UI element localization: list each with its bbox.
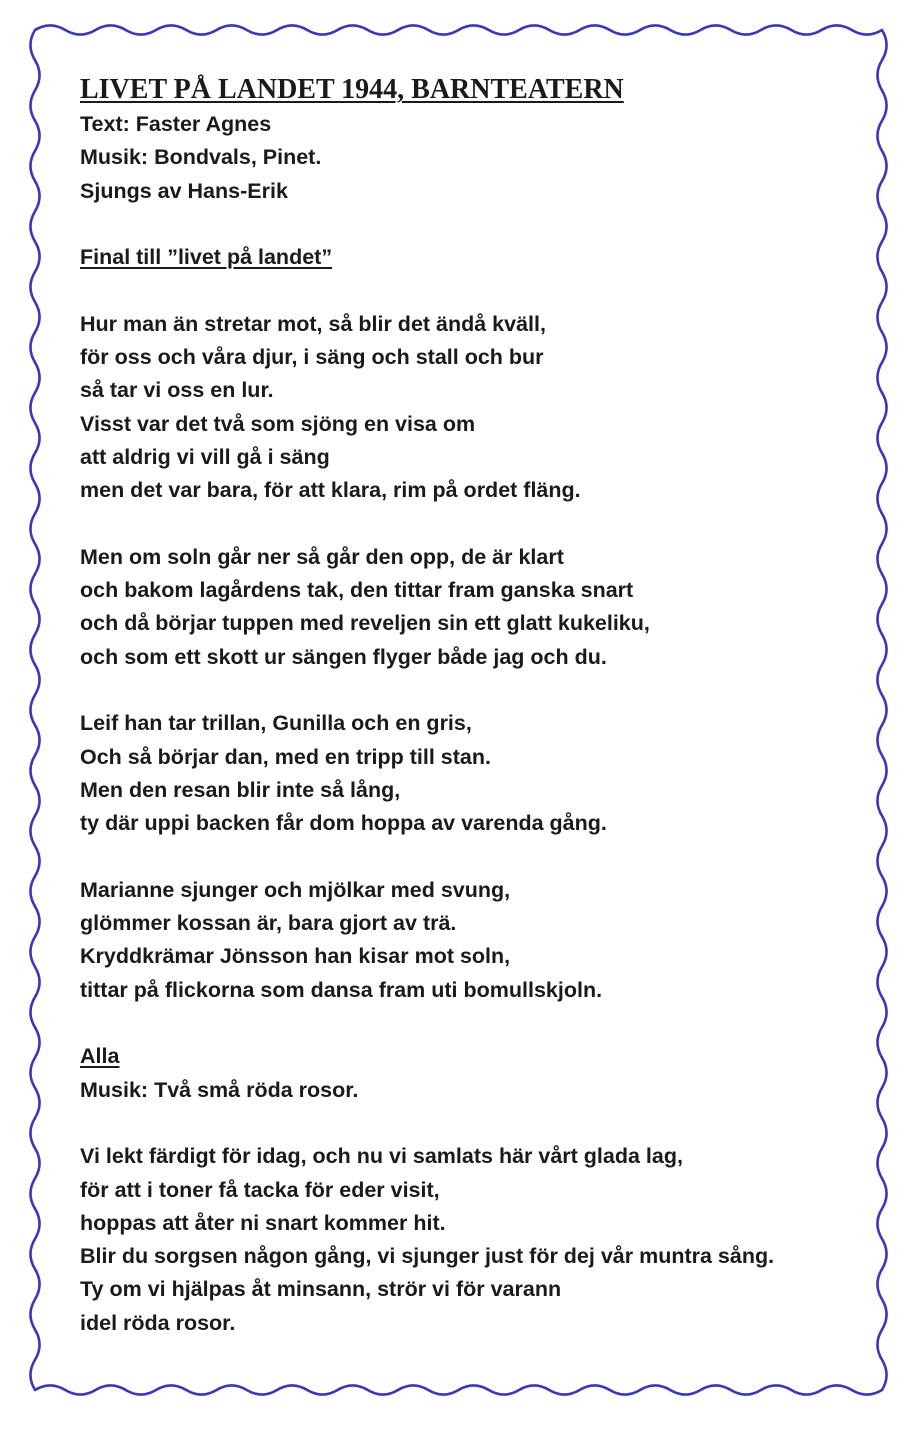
- verse4-line: tittar på flickorna som dansa fram uti bomullskjoln.: [80, 977, 603, 1002]
- credit-singer: Sjungs av Hans-Erik: [80, 178, 288, 203]
- verse3-line: Leif han tar trillan, Gunilla och en gris,: [80, 711, 472, 736]
- verse5-line: Vi lekt färdigt för idag, och nu vi samlats här vårt glada lag,: [80, 1144, 683, 1169]
- verse2-line: Men om soln går ner så går den opp, de är klart: [80, 544, 564, 569]
- verse2-line: och som ett skott ur sängen flyger både jag och du.: [80, 644, 607, 669]
- section-heading-alla-text: Alla: [80, 1044, 120, 1069]
- section-music-credit: Musik: Två små röda rosor.: [80, 1077, 359, 1102]
- verse5-line: för att i toner få tacka för eder visit,: [80, 1177, 440, 1202]
- verse4-line: Marianne sjunger och mjölkar med svung,: [80, 877, 511, 902]
- verse3-line: ty där uppi backen får dom hoppa av varenda gång.: [80, 811, 607, 836]
- credit-music: Musik: Bondvals, Pinet.: [80, 145, 322, 170]
- verse2-line: och bakom lagårdens tak, den tittar fram ganska snart: [80, 578, 634, 603]
- lyrics-page: [80, 72, 870, 1340]
- verse5-line: hoppas att åter ni snart kommer hit.: [80, 1210, 446, 1235]
- verse5-line: Blir du sorgsen någon gång, vi sjunger just för dej vår muntra sång.: [80, 1244, 775, 1269]
- verse1-line: så tar vi oss en lur.: [80, 378, 274, 403]
- page-title: LIVET PÅ LANDET 1944, BARNTEATERN: [80, 74, 624, 105]
- verse1-line: att aldrig vi vill gå i säng: [80, 444, 330, 469]
- verse4-line: Kryddkrämar Jönsson han kisar mot soln,: [80, 944, 511, 969]
- verse5-line: idel röda rosor.: [80, 1310, 236, 1335]
- verse3-line: Och så börjar dan, med en tripp till stan.: [80, 744, 491, 769]
- verse1-line: Visst var det två som sjöng en visa om: [80, 411, 476, 436]
- verse5-line: Ty om vi hjälpas åt minsann, strör vi för varann: [80, 1277, 562, 1302]
- verse1-line: men det var bara, för att klara, rim på ordet fläng.: [80, 478, 581, 503]
- verse2-line: och då börjar tuppen med reveljen sin ett glatt kukeliku,: [80, 611, 650, 636]
- credit-text: Text: Faster Agnes: [80, 112, 272, 136]
- verse1-line: Hur man än stretar mot, så blir det ändå kväll,: [80, 311, 546, 336]
- verse3-line: Men den resan blir inte så lång,: [80, 777, 401, 802]
- verse4-line: glömmer kossan är, bara gjort av trä.: [80, 911, 457, 936]
- verse1-line: för oss och våra djur, i säng och stall och bur: [80, 345, 544, 370]
- section-heading-final-text: Final till ”livet på landet”: [80, 245, 333, 270]
- section-heading-final: [80, 241, 870, 274]
- section-heading-alla: [80, 1040, 870, 1073]
